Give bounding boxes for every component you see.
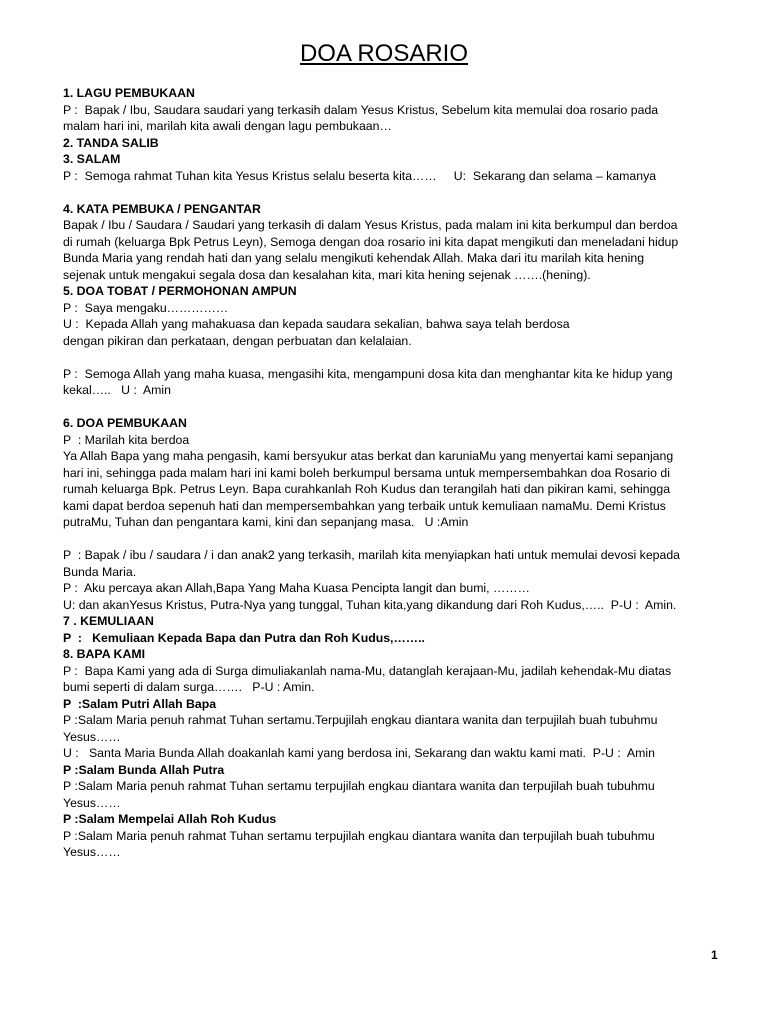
text-line: malam hari ini, marilah kita awali dengan lagu pembukaan… [63,119,392,133]
text-line: Yesus…… [63,795,121,810]
text-line: P :Salam Maria penuh rahmat Tuhan sertamu terpujilah engkau diantara wanita dan terpujilah buah tubuhmu [63,828,655,843]
section-heading: P :Salam Bunda Allah Putra [63,762,225,777]
document-body [63,85,713,861]
section-heading: 4. KATA PEMBUKA / PENGANTAR [63,201,261,216]
section-heading: 7 . KEMULIAAN [63,614,154,628]
text-line: P : Bapa Kami yang ada di Surga dimuliakanlah nama-Mu, datanglah kerajaan-Mu, jadilah kehendak-Mu diatas [63,663,672,678]
blank-line [63,349,713,366]
text-line: P : Semoga Allah yang maha kuasa, mengasihi kita, mengampuni dosa kita dan menghantar kita ke hidup yang [63,366,673,381]
text-line: Bunda Maria. [63,564,137,579]
text-line: P :Salam Maria penuh rahmat Tuhan sertamu terpujilah engkau diantara wanita dan terpujilah buah tubuhmu [63,779,655,793]
section-heading: 1. LAGU PEMBUKAAN [63,86,195,100]
section-heading: 6. DOA PEMBUKAAN [63,416,187,430]
section-heading: P : Kemuliaan Kepada Bapa dan Putra dan Roh Kudus,…….. [63,630,425,645]
text-line: putraMu, Tuhan dan pengantara kami, kini dan sepanjang masa. U :Amin [63,515,469,529]
text-line: hari ini, sehingga pada malam hari ini kami boleh berkumpul bersama untuk mempersembahkan doa Rosario di [63,465,670,480]
blank-line [63,399,713,416]
text-line: dengan pikiran dan perkataan, dengan perbuatan dan kelalaian. [63,333,412,348]
text-line: U: dan akanYesus Kristus, Putra-Nya yang tunggal, Tuhan kita,yang dikandung dari Roh Kudus,….. P-U : Amin. [63,597,677,612]
blank-line [63,184,713,201]
text-line: P : Bapak / ibu / saudara / i dan anak2 yang terkasih, marilah kita menyiapkan hati untuk memulai devosi kepada [63,548,681,562]
section-heading: 5. DOA TOBAT / PERMOHONAN AMPUN [63,284,297,298]
text-line: P : Semoga rahmat Tuhan kita Yesus Kristus selalu beserta kita…… U: Sekarang dan selama – kamanya [63,168,657,183]
section-heading: P :Salam Putri Allah Bapa [63,696,217,711]
text-line: rumah keluarga Bpk. Petrus Leyn. Bapa curahkanlah Roh Kudus dan terangilah hati dan pikiran kami, sehingga [63,482,671,496]
blank-line [63,531,713,548]
text-line: bumi seperti di dalam surga……. P-U : Amin. [63,680,315,694]
text-line: kekal….. U : Amin [63,383,171,397]
text-line: Bunda Maria yang rendah hati dan yang selalu mengikuti kehendak Allah. Maka dari itu marilah kita hening [63,251,645,265]
text-line: Ya Allah Bapa yang maha pengasih, kami bersyukur atas berkat dan karuniaMu yang menyertai kami sepanjang [63,449,674,463]
text-line: U : Kepada Allah yang mahakuasa dan kepada saudara sekalian, bahwa saya telah berdosa [63,317,570,331]
page-title: DOA ROSARIO [299,40,469,67]
text-line: sejenak untuk mengakui segala dosa dan kesalahan kita, mari kita hening sejenak …….(hening). [63,267,591,282]
page-number: 1 [711,948,718,962]
text-line: P : Bapak / Ibu, Saudara saudari yang terkasih dalam Yesus Kristus, Sebelum kita memulai doa rosario pada [63,102,659,117]
text-line: Yesus…… [63,729,121,744]
text-line: kami dapat berdoa sepenuh hati dan mempersembahkan yang terbaik untuk kemuliaan namaMu. Demi Kristus [63,498,666,513]
text-line: U : Santa Maria Bunda Allah doakanlah kami yang berdosa ini, Sekarang dan waktu kami mati. P-U : Amin [63,746,655,760]
section-heading: P :Salam Mempelai Allah Roh Kudus [63,812,277,826]
section-heading: 8. BAPA KAMI [63,647,145,661]
text-line: Bapak / Ibu / Saudara / Saudari yang terkasih di dalam Yesus Kristus, pada malam ini kita berkumpul dan berdoa [63,218,678,232]
text-line: di rumah (keluarga Bpk Petrus Leyn), Semoga dengan doa rosario ini kita dapat mengikuti dan meneladani hidup [63,234,679,249]
text-line: P :Salam Maria penuh rahmat Tuhan sertamu.Terpujilah engkau diantara wanita dan terpujilah buah tubuhmu [63,713,658,727]
text-line: P : Marilah kita berdoa [63,432,190,447]
text-line: Yesus…… [63,845,121,859]
text-line: P : Saya mengaku…………… [63,300,229,315]
text-line: P : Aku percaya akan Allah,Bapa Yang Maha Kuasa Pencipta langit dan bumi, ……… [63,581,530,595]
section-heading: 2. TANDA SALIB [63,135,159,150]
section-heading: 3. SALAM [63,152,121,166]
